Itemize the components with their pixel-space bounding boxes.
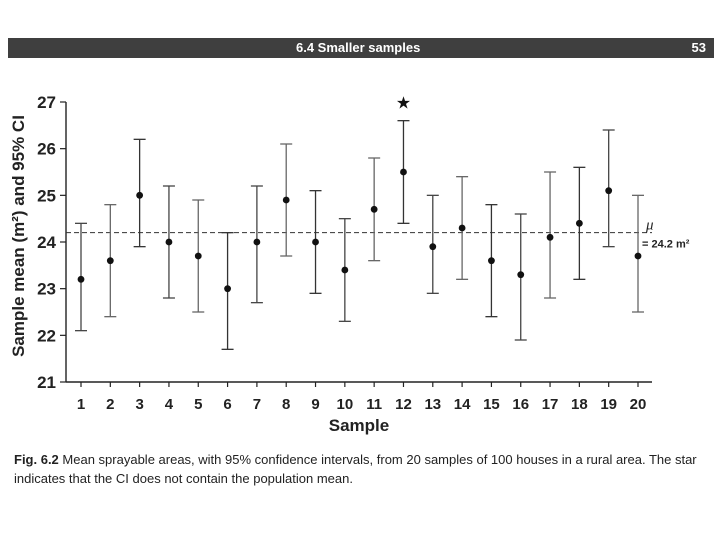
y-tick-label: 27: [37, 93, 56, 112]
mean-point: [488, 257, 495, 264]
x-tick-label: 2: [106, 396, 115, 413]
y-tick-label: 23: [37, 279, 56, 299]
x-tick-label: 6: [223, 396, 232, 413]
x-tick-label: 5: [194, 396, 203, 413]
mean-point: [283, 197, 290, 204]
x-tick-label: 8: [282, 396, 291, 413]
mean-point: [576, 220, 583, 227]
mean-point: [136, 192, 143, 199]
x-tick-label: 11: [366, 396, 383, 413]
figure-label: Fig. 6.2: [14, 452, 59, 467]
x-tick-label: 1: [76, 396, 86, 413]
mean-point: [341, 267, 348, 274]
figure-caption: [14, 450, 714, 488]
y-axis-label: Sample mean (m²) and 95% CI: [9, 115, 28, 357]
x-tick-label: 20: [629, 396, 647, 413]
star-marker: ★: [395, 93, 412, 114]
mean-point: [78, 276, 85, 283]
y-tick-label: 24: [37, 233, 56, 252]
x-axis-label: Sample: [328, 416, 390, 435]
mean-point: [107, 257, 114, 264]
figure-caption-text: Mean sprayable areas, with 95% confidence intervals, from 20 samples of 100 houses in a rural area. The star indicates that the CI does not contain the population mean.: [14, 452, 697, 486]
x-tick-label: 4: [164, 396, 174, 413]
x-tick-label: 7: [252, 396, 262, 413]
mean-point: [253, 239, 260, 246]
mean-point: [195, 253, 202, 260]
mean-point: [459, 225, 466, 232]
mean-point: [429, 243, 436, 250]
mean-point: [371, 206, 378, 213]
y-tick-label: 25: [37, 186, 56, 206]
x-tick-label: 19: [600, 396, 618, 413]
x-tick-label: 15: [483, 396, 500, 413]
mean-point: [605, 187, 612, 194]
reference-symbol: μ: [646, 217, 654, 234]
mean-point: [166, 239, 173, 246]
y-tick-label: 21: [37, 373, 56, 392]
x-tick-label: 18: [571, 396, 588, 413]
x-tick-label: 12: [395, 396, 412, 413]
x-tick-label: 10: [336, 396, 354, 413]
x-tick-label: 13: [424, 396, 442, 413]
y-tick-label: 26: [37, 139, 56, 159]
y-tick-label: 22: [37, 326, 56, 346]
mean-point: [547, 234, 554, 241]
mean-point: [517, 271, 524, 278]
x-tick-label: 16: [512, 396, 530, 413]
section-title: 6.4 Smaller samples: [296, 40, 421, 55]
x-tick-label: 14: [453, 396, 471, 413]
reference-label: = 24.2 m²: [642, 238, 690, 251]
mean-point: [400, 169, 407, 176]
mean-point: [635, 253, 642, 260]
mean-point: [224, 285, 231, 292]
x-tick-label: 17: [541, 396, 559, 413]
x-tick-label: 9: [311, 396, 320, 413]
x-tick-label: 3: [135, 396, 144, 413]
mean-point: [312, 239, 319, 246]
page-number: 53: [691, 40, 706, 55]
